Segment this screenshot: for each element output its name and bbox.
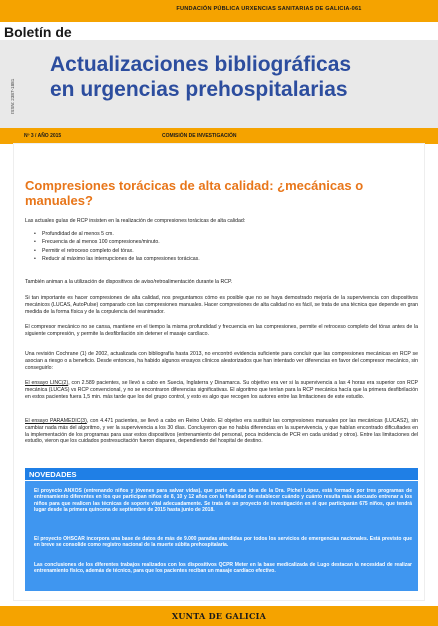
meta-bar (0, 128, 438, 144)
title-line-2: en urgencias prehospitalarias (50, 78, 348, 101)
paramedic-trial-text: , con 4.471 pacientes, se llevó a cabo en Reino Unido. El objetivo era sustituir las compresiones manuales por las mecánicas (LUCAS2), sin cambiar nada más del algoritmo, y ver la supervivencia a los 30 días. Concluyeron que no había diferencias en la supervivencia, y que habían encontrado dificultades en la implementación de los programas para usar estos dispositivos (entrenamiento del personal, poca incidencia de PCR en cada unidad y otros). Entre las limitaciones del estudio, vieron que los cuidados postresucitación fueron dispares, dependiendo del hospital de destino. (25, 418, 418, 445)
list-item: • Profundidad de al menos 5 cm. (34, 230, 414, 238)
committee-name: COMISIÓN DE INVESTIGACIÓN (162, 133, 237, 139)
bottom-orange-bar (0, 606, 438, 626)
requirements-list (34, 230, 414, 263)
novedades-header (25, 468, 418, 480)
paragraph-paramedic (25, 418, 418, 445)
paragraph-linc (25, 380, 418, 400)
list-item: • Frecuencia de al menos 100 compresiones/minuto. (34, 238, 414, 246)
article-intro: Las actuales guías de RCP insisten en la realización de compresiones torácicas de alta calidad: (25, 218, 246, 224)
paragraph-4: Una revisión Cochrane (1) de 2002, actualizada con bibliografía hasta 2013, no encontró evidencia suficiente para concluir que las compresiones mecánicas en RCP se asocian a riesgo o a beneficio. Desde entonces, ha habido algunos ensayos clínicos aleatorizados que han intentado ver diferencias en favor del compresor mecánico, sin conseguirlo: (25, 351, 418, 371)
title-line-1: Actualizaciones bibliográficas (50, 53, 352, 76)
paragraph-1: También animan a la utilización de dispositivos de aviso/retroalimentación durante la RCP. (25, 279, 233, 285)
novedades-item-ohscar: El proyecto OHSCAR incorpora una base de datos de más de 9.000 paradas atendidas por todos los servicios de emergencias nacionales. Está previsto que en breve se consolide como registro nacional de la muerte súbita prehospitalaria. (34, 536, 412, 549)
list-item: • Permitir el retroceso completo del tórax. (34, 247, 414, 255)
linc-trial-label: El ensayo LINC(2) (25, 380, 69, 386)
issue-number: Nº 3 / AÑO 2015 (24, 133, 62, 139)
organization-name: FUNDACIÓN PÚBLICA URXENCIAS SANITARIAS DE GALICIA-061 (176, 6, 362, 12)
novedades-item-qcpr: Las conclusiones de los diferentes trabajos realizados con los dispositivos QCPR Meter en la base medicalizada de Lugo destacan la necesidad de realizar entrenamiento físico, además de técnico, para que los pacientes reciban un masaje cardíaco efectivo. (34, 562, 412, 575)
paragraph-2: Si tan importante es hacer compresiones de alta calidad, nos preguntamos cómo es posible que no se haya demostrado mejoría de la supervivencia con dispositivos mecánicos (LUCAS, AutoPulse) comparado con las compresiones manuales. Hacer compresiones de alta calidad no es fácil, se trata de una técnica que depende en gran medida de la forma física y de la corpulencia del reanimador. (25, 295, 418, 315)
novedades-item-anxos: El proyecto ANXOS (entrenando niños y jóvenes para salvar vidas), que parte de una idea de la Dra. Pichel López, está formado por tres programas de entrenamiento diferentes en los que participan niños de 8, 10 y 12 años con la finalidad de establecer cuándo y cuánto resulta más adecuado entrenar a los niños para que realicen las técnicas de soporte vital adecuadamente. Se trata de un proyecto de investigación en el que participarán 675 niños, que tendrá lugar desde la primera quincena de septiembre de 2015 hasta junio de 2018. (34, 488, 412, 514)
paramedic-trial-label: El ensayo PARAMEDIC(3) (25, 418, 87, 424)
top-orange-bar (0, 0, 438, 22)
linc-trial-text: , con 2.589 pacientes, se llevó a cabo en Suecia, Inglaterra y Dinamarca. Su objetivo era ver si la supervivencia a las 4 horas era superior con RCP mecánica (LUCAS) vs RCP convencional, y no se encontraron diferencias significativas. El algoritmo que tenían para la RCP mecánica hacía que la primera desfibrilación en estos pacientes fuera 1,5 min. más tarde que los del grupo control, y esto es algo que recogen los autores entre las limitaciones de este estudio. (25, 380, 418, 400)
paragraph-3: El compresor mecánico no se cansa, mantiene en el tiempo la misma profundidad y frecuencia en las compresiones, permite el retroceso completo del tórax antes de la siguiente compresión, y permite la desfibrilación sin detener el masaje cardíaco. (25, 324, 418, 337)
article-title: Compresiones torácicas de alta calidad: ¿mecánicas o manuales? (25, 178, 364, 208)
issn-text: ISSN: 2387-1881 (10, 78, 15, 114)
novedades-title: NOVEDADES (29, 470, 77, 479)
list-item: • Reducir al máximo las interrupciones de las compresiones torácicas. (34, 255, 414, 263)
bulletin-title (50, 52, 438, 102)
issn-vertical (10, 52, 18, 114)
boletin-label: Boletín de (2, 24, 76, 40)
xunta-logo: XUNTA DE GALICIA (171, 611, 267, 621)
